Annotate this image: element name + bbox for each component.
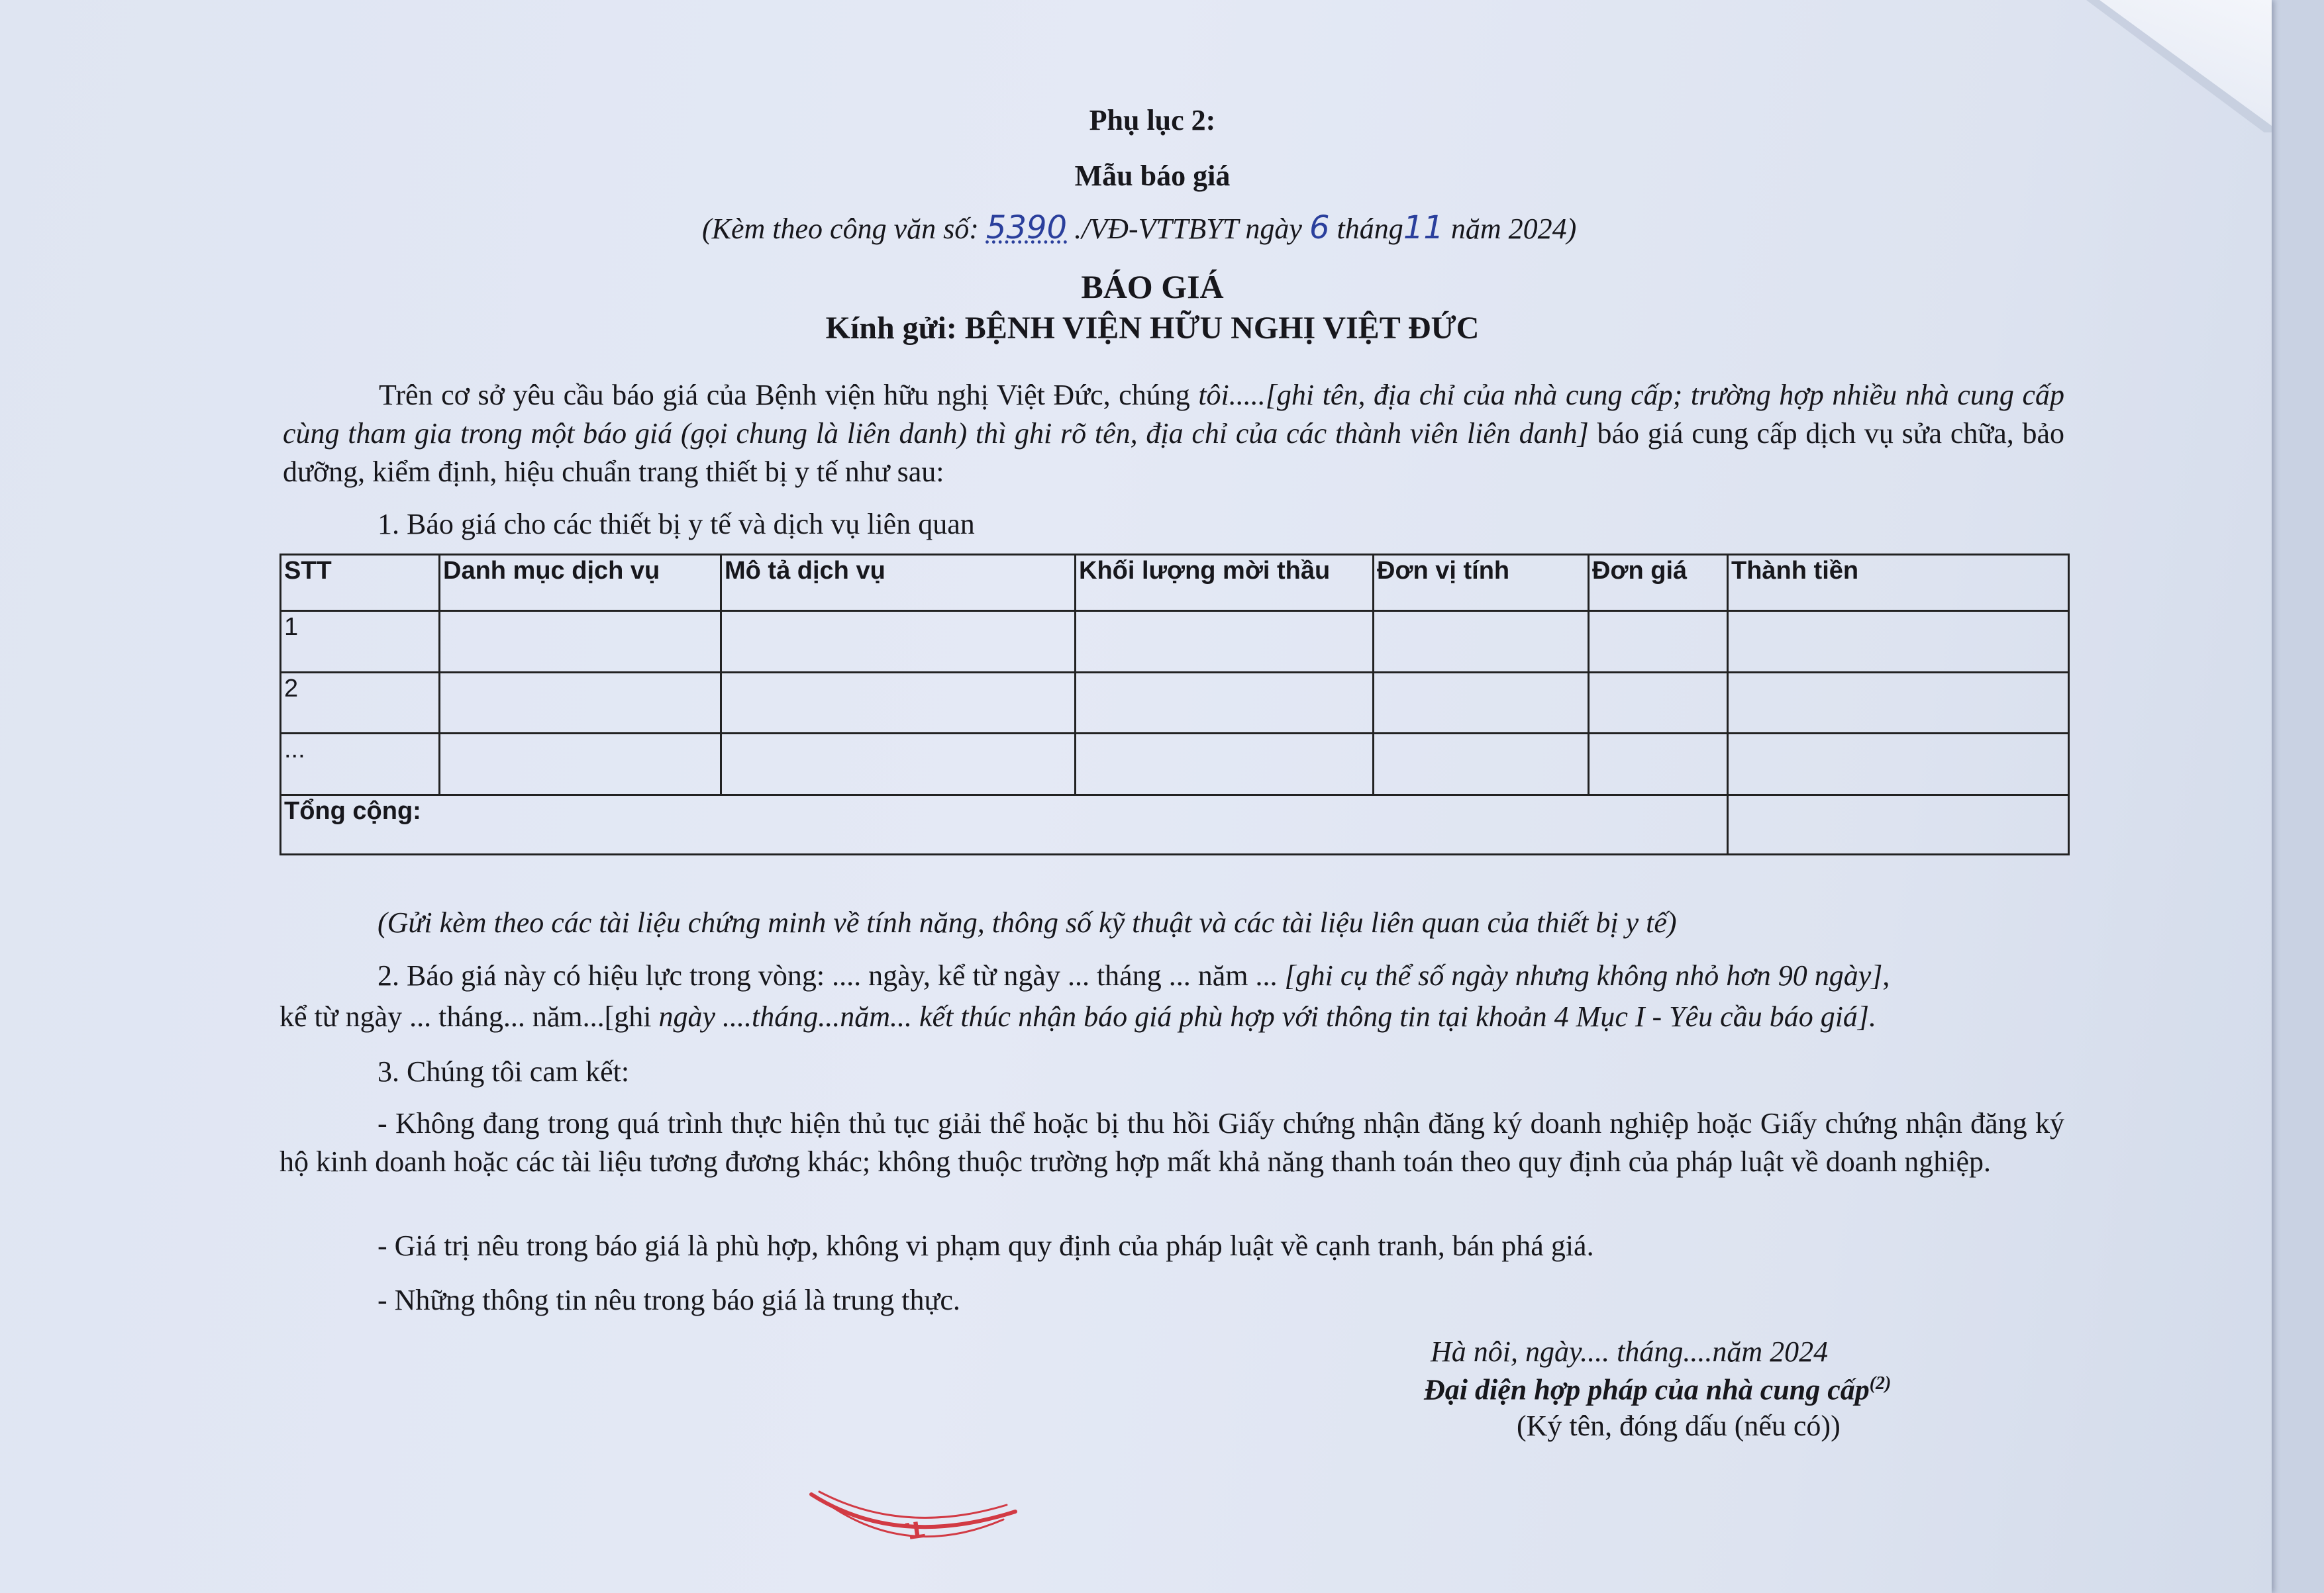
commit-item-3: - Những thông tin nêu trong báo giá là trung thực. [378, 1284, 960, 1316]
table-header-row [281, 555, 2069, 611]
table-row [281, 611, 2069, 673]
total-value [1728, 795, 2069, 855]
total-label: Tổng cộng: [281, 795, 1728, 855]
table-cell [721, 734, 1076, 795]
section-1-heading: 1. Báo giá cho các thiết bị y tế và dịch vụ liên quan [378, 508, 975, 540]
header-unit-price: Đơn giá [1589, 555, 1728, 611]
commit-item-2: - Giá trị nêu trong báo giá là phù hợp, không vi phạm quy định của pháp luật về cạnh tranh, bán phá giá. [378, 1230, 1594, 1262]
table-row [281, 734, 2069, 795]
quote-table [279, 554, 2070, 855]
handwritten-doc-number: 5390 [985, 209, 1068, 246]
form-title: Mẫu báo giá [1074, 160, 1231, 192]
table-row [281, 672, 2069, 734]
signature-title [1424, 1375, 1891, 1405]
intro-text-2: báo giá cung cấp dịch vụ sửa chữa, bảo dưỡng, kiểm định, hiệu chuẩn trang thiết bị y tế như sau: [283, 417, 2065, 488]
handwritten-month: 11 [1403, 209, 1444, 246]
validity-line-1 [378, 961, 1890, 990]
validity-italic-1: [ghi cụ thể số ngày nhưng không nhỏ hơn 90 ngày] [1284, 959, 1883, 992]
table-cell [1374, 734, 1589, 795]
validity-line2-text: kể từ ngày ... tháng... năm...[ghi [279, 1000, 659, 1033]
attachment-note: (Gửi kèm theo các tài liệu chứng minh về tính năng, thông số kỹ thuật và các tài liệu liên quan của thiết bị y tế) [378, 906, 1677, 939]
table-cell [1374, 672, 1589, 734]
intro-italic-note: tôi.....[ghi tên, địa chỉ của nhà cung cấp; trường hợp nhiều nhà cung cấp cùng tham gia trong một báo giá (gọi chung là liên danh) thì ghi rõ tên, địa chỉ của các thành viên liên danh] [283, 379, 2064, 450]
validity-line2-italic: ngày ....tháng...năm... kết thúc nhận báo giá phù hợp với thông tin tại khoản 4 Mục I - Yêu cầu báo giá]. [658, 1000, 1877, 1033]
intro-text-1: Trên cơ sở yêu cầu báo giá của Bệnh viện hữu nghị Việt Đức, chúng [379, 379, 1199, 411]
validity-text-2: , [1882, 959, 1890, 992]
header-stt: STT [281, 555, 440, 611]
attachment-line [702, 209, 1577, 246]
red-stamp-seal [805, 1486, 1023, 1559]
table-cell: 2 [281, 672, 440, 734]
table-cell [440, 734, 721, 795]
table-cell [721, 672, 1076, 734]
attachment-middle: ./VĐ-VTTBYT ngày [1067, 213, 1309, 245]
appendix-label: Phụ lục 2: [1089, 104, 1216, 136]
header-service-list: Danh mục dịch vụ [440, 555, 721, 611]
year-part: năm 2024) [1443, 213, 1577, 245]
header-amount: Thành tiền [1728, 555, 2069, 611]
header-service-description: Mô tả dịch vụ [721, 555, 1076, 611]
validity-text-1: 2. Báo giá này có hiệu lực trong vòng: .... ngày, kể từ ngày ... tháng ... năm ... [378, 959, 1285, 992]
table-cell [1589, 611, 1728, 673]
table-cell [1728, 672, 2069, 734]
header-unit: Đơn vị tính [1374, 555, 1589, 611]
table-cell [1728, 611, 2069, 673]
table-cell [440, 672, 721, 734]
table-cell [1076, 734, 1374, 795]
table-cell [1589, 734, 1728, 795]
table-cell: ... [281, 734, 440, 795]
signature-note: (Ký tên, đóng dấu (nếu có)) [1517, 1410, 1841, 1442]
stamp-text: T. [901, 1515, 927, 1544]
month-label: tháng [1329, 213, 1403, 245]
table-cell: 1 [281, 611, 440, 673]
table-cell [1728, 734, 2069, 795]
table-total-row [281, 795, 2069, 855]
main-title: BÁO GIÁ [1081, 268, 1224, 305]
table-cell [440, 611, 721, 673]
table-cell [1076, 611, 1374, 673]
signature-title-text: Đại diện hợp pháp của nhà cung cấp [1424, 1373, 1870, 1406]
table-cell [1374, 611, 1589, 673]
header-quantity: Khối lượng mời thầu [1076, 555, 1374, 611]
table-cell [721, 611, 1076, 673]
commit-item-1: - Không đang trong quá trình thực hiện thủ tục giải thể hoặc bị thu hồi Giấy chứng nhận đăng ký doanh nghiệp hoặc Giấy chứng nhận đăng ký hộ kinh doanh hoặc các tài liệu tương đương khác; không thuộc trường hợp mất khả năng thanh toán theo quy định của pháp luật về doanh nghiệp. [279, 1107, 2064, 1178]
attachment-prefix: (Kèm theo công văn số: [702, 213, 986, 245]
signature-title-footnote: (2) [1869, 1373, 1892, 1394]
addressee: Kính gửi: BỆNH VIỆN HỮU NGHỊ VIỆT ĐỨC [825, 311, 1480, 346]
commit-heading: 3. Chúng tôi cam kết: [378, 1055, 630, 1088]
table-cell [1589, 672, 1728, 734]
validity-line-2 [279, 1002, 1876, 1032]
handwritten-day: 6 [1309, 209, 1330, 246]
table-cell [1076, 672, 1374, 734]
signature-place-date: Hà nôi, ngày.... tháng....năm 2024 [1431, 1335, 1829, 1368]
intro-paragraph [283, 376, 2064, 491]
